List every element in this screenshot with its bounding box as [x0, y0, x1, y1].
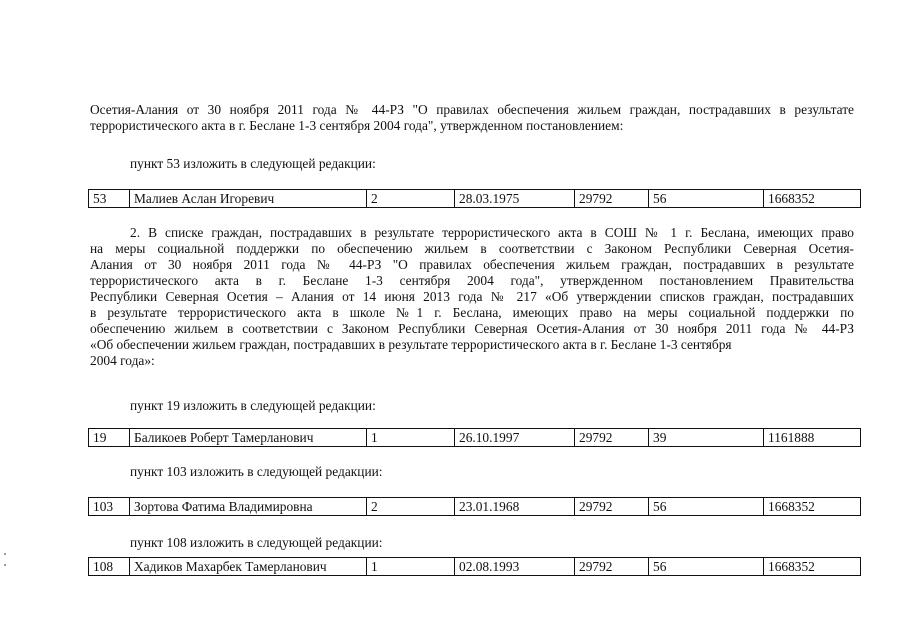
entry-label-103: пункт 103 изложить в следующей редакции: — [130, 464, 383, 479]
cell-amount: 1668352 — [763, 190, 860, 207]
item2-line: 2. В списке граждан, пострадавших в результате террористического акта в СОШ № 1 г. Беслана, имеющих право — [130, 225, 854, 240]
item2-line: Республики Северная Осетия – Алания от 14 июня 2013 года № 217 «Об утверждении списков граждан, пострадавших — [90, 289, 854, 304]
item2-line: Алания от 30 ноября 2011 года № 44-РЗ "О правилах обеспечения жильем граждан, пострадавших в результате — [90, 257, 854, 272]
intro-line: Осетия-Алания от 30 ноября 2011 года № 44-РЗ "О правилах обеспечения жильем граждан, пострадавших в результате — [90, 102, 854, 117]
cell-category: 1 — [366, 558, 454, 575]
table-row — [88, 497, 861, 516]
cell-code: 29792 — [574, 429, 648, 446]
cell-num: 108 — [93, 559, 114, 574]
cell-name: Хадиков Махарбек Тамерланович — [129, 558, 366, 575]
table-row — [88, 428, 861, 447]
item2-line: 2004 года»: — [90, 353, 155, 368]
scan-speck — [4, 564, 6, 566]
cell-amount: 1161888 — [763, 429, 860, 446]
cell-area: 56 — [648, 498, 763, 515]
item2-line: обеспечению жильем в соответствии с Законом Республики Северная Осетия-Алания от 30 ноября 2011 года № 44-РЗ — [90, 321, 854, 336]
cell-amount: 1668352 — [763, 498, 860, 515]
cell-name: Зортова Фатима Владимировна — [129, 498, 366, 515]
cell-code: 29792 — [574, 558, 648, 575]
cell-birth-date: 26.10.1997 — [454, 429, 574, 446]
cell-category: 2 — [366, 498, 454, 515]
table-row — [88, 189, 861, 208]
entry-label-19: пункт 19 изложить в следующей редакции: — [130, 398, 376, 413]
item2-line: на меры социальной поддержки по обеспечению жильем в соответствии с Законом Республики Северная Осетия- — [90, 241, 854, 256]
scan-speck — [4, 553, 6, 555]
intro-line: террористического акта в г. Беслане 1-3 сентября 2004 года", утвержденном постановлением: — [90, 118, 624, 133]
cell-amount: 1668352 — [763, 558, 860, 575]
cell-code: 29792 — [574, 190, 648, 207]
cell-birth-date: 02.08.1993 — [454, 558, 574, 575]
cell-num: 103 — [93, 499, 114, 514]
entry-label-53: пункт 53 изложить в следующей редакции: — [130, 156, 376, 171]
cell-area: 56 — [648, 190, 763, 207]
cell-category: 2 — [366, 190, 454, 207]
cell-birth-date: 28.03.1975 — [454, 190, 574, 207]
cell-name: Баликоев Роберт Тамерланович — [129, 429, 366, 446]
cell-num: 19 — [93, 430, 107, 445]
item2-line: в результате террористического акта в школе №1 г. Беслана, имеющих право на меры социальной поддержки по — [90, 305, 854, 320]
cell-area: 56 — [648, 558, 763, 575]
item2-line: террористического акта в г. Беслане 1-3 сентября 2004 года", утвержденном постановлением Правительства — [90, 273, 854, 288]
item2-line: «Об обеспечении жильем граждан, пострадавших в результате террористического акта в г. Беслане 1-3 сентября — [90, 337, 732, 352]
cell-name: Малиев Аслан Игоревич — [129, 190, 366, 207]
cell-area: 39 — [648, 429, 763, 446]
item2-paragraph — [90, 225, 854, 369]
cell-category: 1 — [366, 429, 454, 446]
entry-label-108: пункт 108 изложить в следующей редакции: — [130, 535, 383, 550]
cell-birth-date: 23.01.1968 — [454, 498, 574, 515]
intro-paragraph — [90, 102, 854, 134]
table-row — [88, 557, 861, 576]
cell-code: 29792 — [574, 498, 648, 515]
cell-num: 53 — [93, 191, 107, 206]
